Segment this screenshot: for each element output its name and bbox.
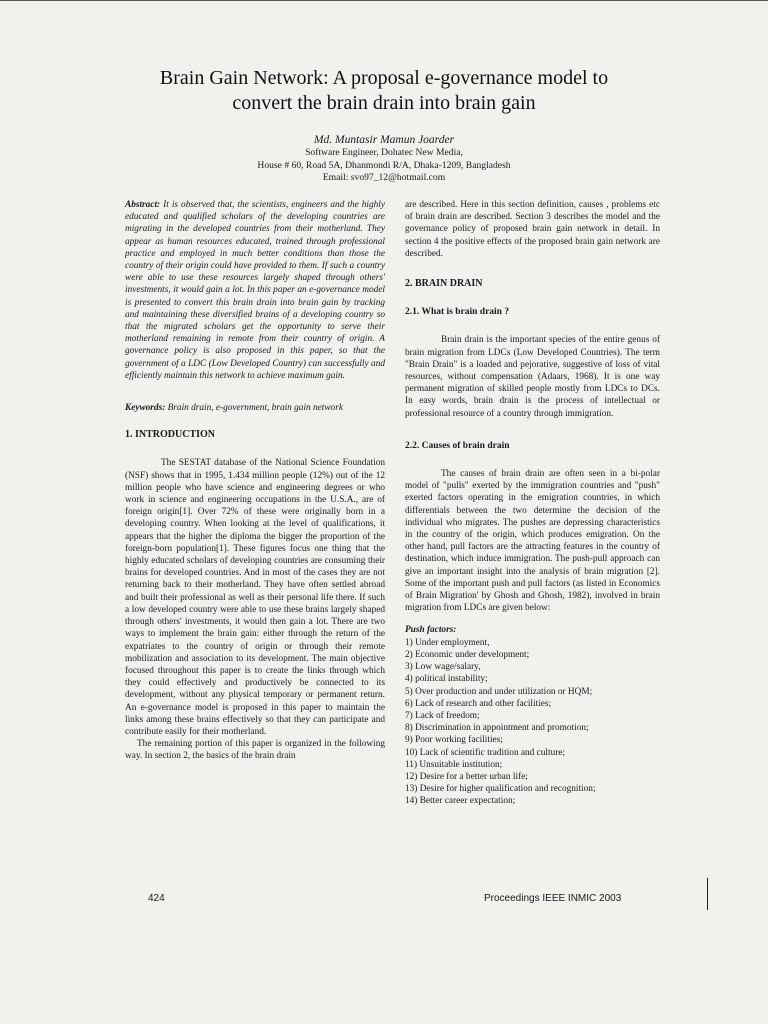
introduction-heading: 1. INTRODUCTION [125, 429, 216, 441]
section-2-heading: 2. BRAIN DRAIN [405, 278, 483, 290]
push-factors-list [405, 637, 660, 808]
push-factor-item: 1) Under employment, [405, 637, 490, 648]
author-name: Md. Muntasir Mamun Joarder [313, 134, 455, 146]
left-column [125, 199, 385, 763]
introduction-paragraph-1: The SESTAT database of the National Science Foundation (NSF) shows that in 1995, 1.434 million people (12%) out of the 12 million people who have science and engineering degrees or who work in science and engineering occupations in the U.S.A., are of foreign origin[1]. Over 72% of these were originally born in a developing country. When looking at the level of qualifications, it appears that the higher the diploma the bigger the proportion of the foreign-born population[1]. These figures focus one thing that the highly educated scholars of developing countries are consuming their brains for developed countries. And in most of the cases they are not returning back to their motherland. They have often settled abroad and built their professional as well as their personal life there. If such a low developed country were able to use these brains largely shaped through others' investments, it would then gain a lot. There are two ways to implement the brain gain: either through the return of the expatriates to the country of origin or through their remote mobilization and association to its development. The main objective focused throughout this paper is to create the links through which they could effectively and productively be connected to its development, without any physical temporary or permanent return. An e-governance model is proposed in this paper to maintain the links among these brains effectively so that they can participate and contribute easily for their motherland. [125, 458, 385, 737]
push-factor-item: 12) Desire for a better urban life; [405, 771, 528, 782]
affiliation-line-2: House # 60, Road 5A, Dhanmondi R/A, Dhaka-1209, Bangladesh [257, 159, 511, 171]
push-factor-item: 3) Low wage/salary, [405, 662, 481, 673]
author-affiliation [150, 147, 618, 185]
push-factor-item: 5) Over production and under utilization or HQM; [405, 686, 593, 697]
title-line-1: Brain Gain Network: A proposal e-governance model to [159, 67, 609, 89]
push-factor-item: 8) Discrimination in appointment and promotion; [405, 723, 589, 734]
introduction-paragraph-2-continued: are described. Here in this section definition, causes , problems etc of brain drain are described. Section 3 describes the model and the governance policy of proposed brain gain network in detail. In section 4 the positive effects of the proposed brain gain network are described. [405, 200, 660, 259]
right-column [405, 199, 660, 808]
title-line-2: convert the brain drain into brain gain [232, 92, 536, 114]
abstract-text: It is observed that, the scientists, engineers and the highly educated and qualified scholars of the developing countries are migrating in the developed countries from their motherland. They appear as human resources educated, trained through professional practice and employed in much better conditions than those the country of their origin could have provided to them. If such a country were able to use these resources largely shaped through others' investments, it would gain a lot. In this paper an e-governance model is presented to convert this brain drain into brain gain by tracking and maintaining these diversified brains of a developing country so that the migrated scholars get the opportunity to serve their motherland remaining in remote from their country of origin. A governance policy is also proposed in this paper, so that the government of a LDC (Low Developed Country) can successfully and efficiently maintain this network to achieve maximum gain. [125, 200, 385, 381]
push-factor-item: 11) Unsuitable institution; [405, 759, 503, 770]
proceedings-footer: Proceedings IEEE INMIC 2003 [484, 893, 622, 904]
push-factors-heading: Push factors: [405, 625, 457, 636]
push-factor-item: 7) Lack of freedom; [405, 710, 480, 721]
section-2-1-heading: 2.1. What is brain drain ? [405, 307, 510, 318]
author-email: Email: svo97_12@hotmail.com [322, 172, 446, 184]
push-factor-item: 10) Lack of scientific tradition and culture; [405, 747, 566, 758]
push-factor-item: 9) Poor working facilities; [405, 735, 503, 746]
push-factor-item: 2) Economic under development; [405, 649, 530, 660]
introduction-paragraph-2: The remaining portion of this paper is organized in the following way. In section 2, the basics of the brain drain [125, 739, 385, 762]
push-factor-item: 6) Lack of research and other facilities; [405, 698, 552, 709]
push-factor-item: 4) political instability; [405, 674, 488, 685]
push-factor-item: 13) Desire for higher qualification and recognition; [405, 784, 596, 795]
margin-mark [707, 878, 708, 910]
keywords [125, 402, 385, 414]
section-2-2-paragraph: The causes of brain drain are often seen in a bi-polar model of "pulls" exerted by the immigration countries and "push" exerted factors operating in the emigration countries, in which differentials between the two determine the decision of the individual who migrates. The pushes are depressing characteristics in the country of the origin, which produces emigration. On the other hand, pull factors are the attracting features in the country of destination, which induce immigration. The push-pull approach can give an important insight into the analysis of brain migration [2]. Some of the important push and pull factors (as listed in Economics of Brain Migration' by Ghosh and Ghosh, 1982), involved in brain migration from LDCs are given below: [405, 469, 660, 614]
keywords-label: Keywords: [125, 403, 166, 414]
paper-title [80, 66, 688, 116]
section-2-2-heading: 2.2. Causes of brain drain [405, 440, 510, 451]
abstract [125, 199, 385, 382]
push-factor-item: 14) Better career expectation; [405, 796, 516, 807]
abstract-label: Abstract: [125, 200, 161, 210]
scan-top-edge [0, 0, 768, 1]
keywords-text: Brain drain, e-government, brain gain network [165, 403, 343, 414]
section-2-1-paragraph: Brain drain is the important species of the entire genus of brain migration from LDCs (Low Developed Countries). The term "Brain Drain" is a loaded and pejorative, suggestive of loss of vital resources, without compensation (Adaars, 1968). It is one way permanent migration of skilled people mostly from LDCs to DCs. In easy words, brain drain is the process of intellectual or professional resource of a country through immigration. [405, 335, 660, 419]
page-number: 424 [148, 893, 165, 904]
affiliation-line-1: Software Engineer, Dohatec New Media, [305, 147, 463, 158]
